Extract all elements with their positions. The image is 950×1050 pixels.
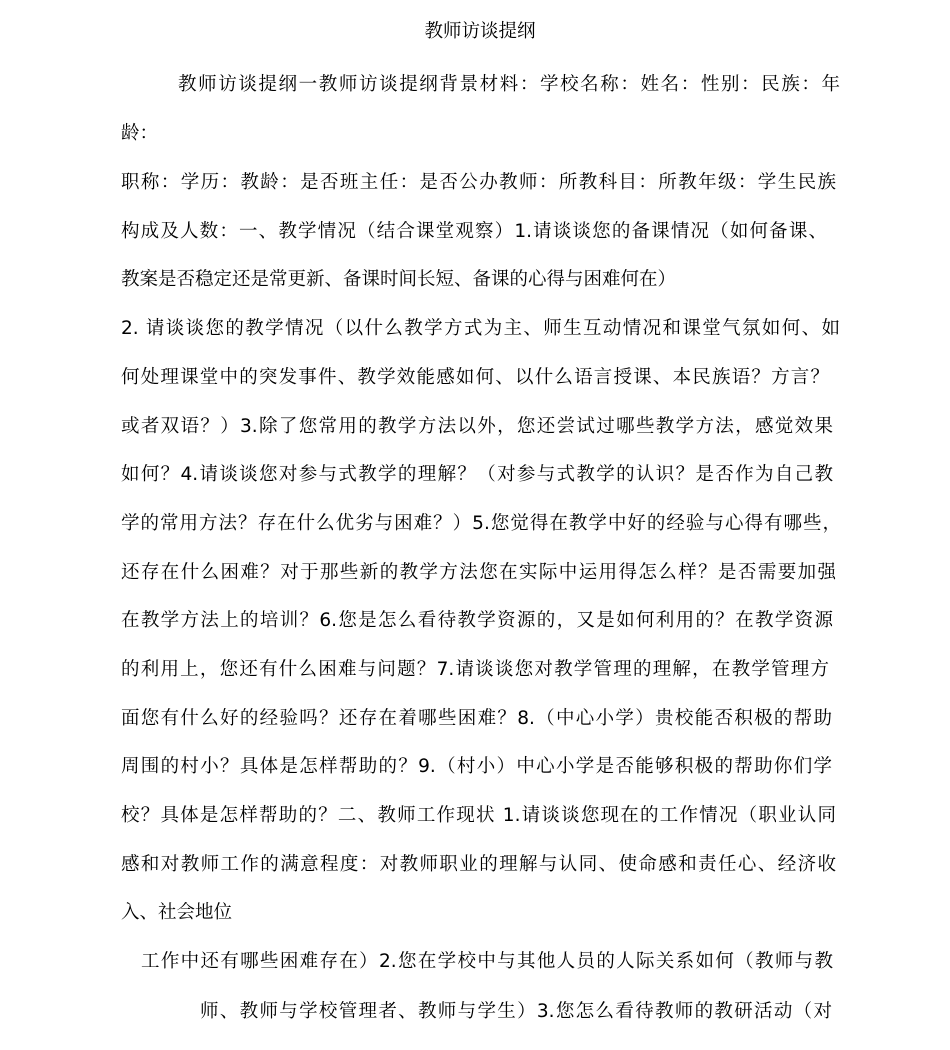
text-line-4: 构成及人数：一、教学情况（结合课堂观察）1.请谈谈您的备课情况（如何备课、 [121,221,827,242]
text-line-11: 还存在什么困难？对于那些新的教学方法您在实际中运用得怎么样？是否需要加强 [121,562,836,583]
text-line-2: 龄： [121,123,159,144]
text-line-5: 教案是否稳定还是常更新、备课时间长短、备课的心得与困难何在） [121,269,677,290]
text-line-17: 感和对教师工作的满意程度：对教师职业的理解与认同、使命感和责任心、经济收 [121,854,836,875]
text-line-3: 职称：学历：教龄：是否班主任：是否公办教师：所教科目：所教年级：学生民族 [121,172,836,193]
text-line-15: 周围的村小？具体是怎样帮助的？9.（村小）中心小学是否能够积极的帮助你们学 [121,756,832,777]
text-line-19: 工作中还有哪些困难存在）2.您在学校中与其他人员的人际关系如何（教师与教 [141,951,833,972]
text-line-1: 教师访谈提纲一教师访谈提纲背景材料：学校名称：姓名：性别：民族：年 [178,74,840,95]
text-line-20: 师、教师与学校管理者、教师与学生）3.您怎么看待教师的教研活动（对 [200,1001,832,1022]
text-line-7: 何处理课堂中的突发事件、教学效能感如何、以什么语言授课、本民族语？方言？ [121,367,829,388]
text-line-13: 的利用上，您还有什么困难与问题？7.请谈谈您对教学管理的理解，在教学管理方 [121,659,829,680]
text-line-6: 2. 请谈谈您的教学情况（以什么教学方式为主、师生互动情况和课堂气氛如何、如 [121,318,840,339]
text-line-16: 校？具体是怎样帮助的？二、教师工作现状 1.请谈谈您现在的工作情况（职业认同 [121,805,836,826]
document-title: 教师访谈提纲 [424,21,536,42]
text-line-10: 学的常用方法？存在什么优劣与困难？）5.您觉得在教学中好的经验与心得有哪些， [121,513,841,534]
text-line-18: 入、社会地位 [121,902,233,923]
text-line-8: 或者双语？）3.除了您常用的教学方法以外，您还尝试过哪些教学方法，感觉效果 [121,416,833,437]
text-line-12: 在教学方法上的培训？6.您是怎么看待教学资源的，又是如何利用的？在教学资源 [121,610,833,631]
text-line-14: 面您有什么好的经验吗？还存在着哪些困难？8.（中心小学）贵校能否积极的帮助 [121,708,832,729]
text-line-9: 如何？4.请谈谈您对参与式教学的理解？（对参与式教学的认识？是否作为自己教 [121,464,833,485]
